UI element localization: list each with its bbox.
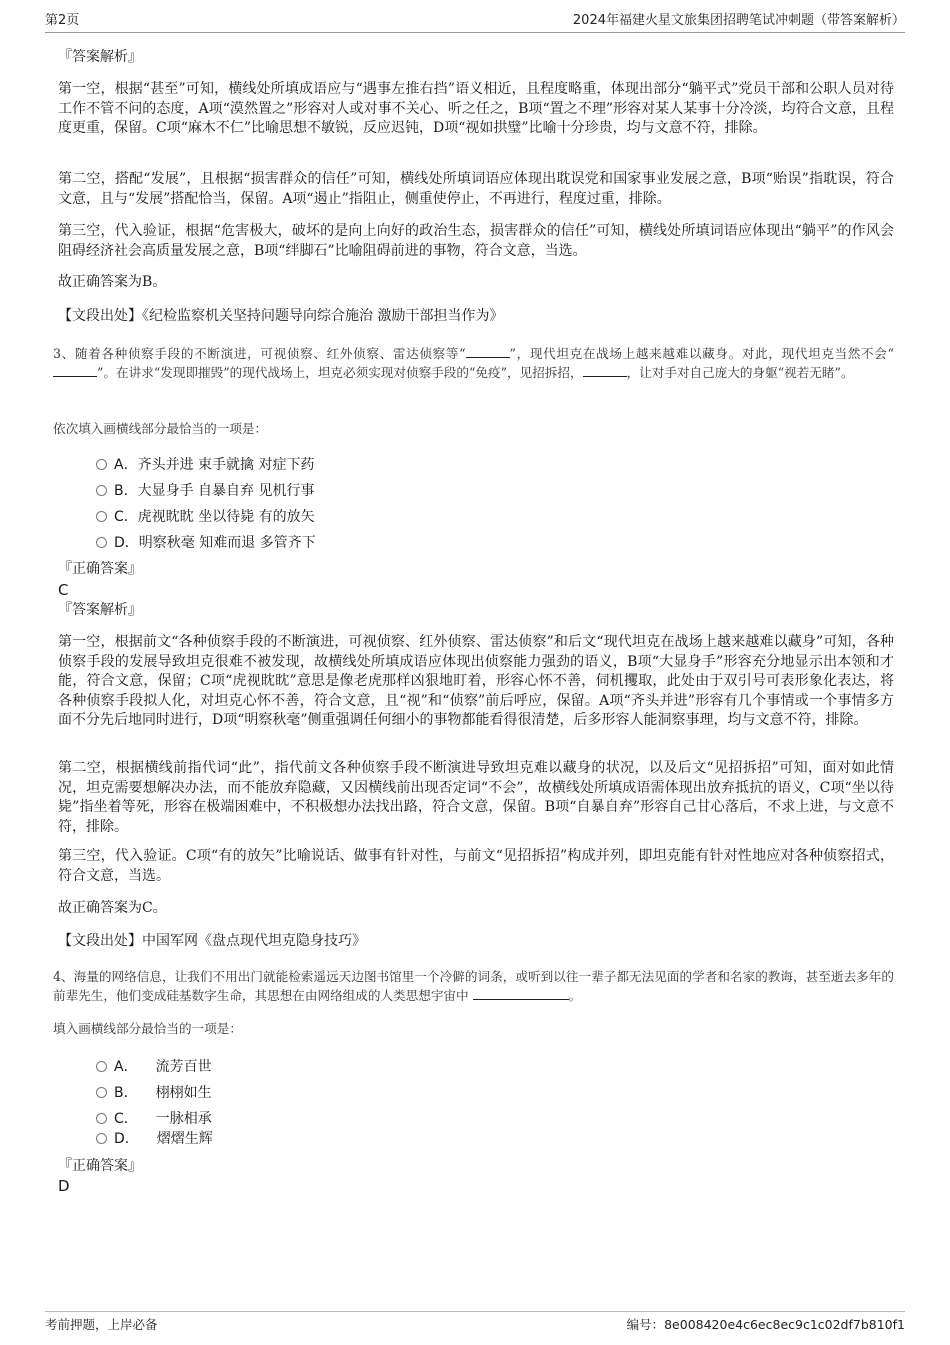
footer-slogan: 考前押题，上岸必备 xyxy=(45,1317,158,1332)
q2-conclusion: 故正确答案为B。 xyxy=(58,274,167,290)
footer-code-value: 8e008420e4c6ec8ec9c1c02df7b810f1 xyxy=(664,1317,905,1332)
radio-icon[interactable] xyxy=(96,1087,107,1098)
q2-analysis-label: 『答案解析』 xyxy=(58,49,142,65)
q4-option-b[interactable]: B． 栩栩如生 xyxy=(96,1083,212,1103)
radio-icon[interactable] xyxy=(96,537,107,548)
page-header xyxy=(45,12,905,33)
radio-icon[interactable] xyxy=(96,1133,107,1144)
q4-stem-text: 4、海量的网络信息，让我们不用出门就能检索遥远天边图书馆里一个冷僻的词条，或听到以往一辈子都无法见面的学者和名家的教诲，甚至逝去多年的前辈先生，他们变成硅基数字生命，其思想在由网络组成的人类思想宇宙中 xyxy=(53,969,894,1003)
q3-correct-label: 『正确答案』 xyxy=(58,561,142,577)
q3-analysis-label: 『答案解析』 xyxy=(58,602,142,618)
q3-blank-2 xyxy=(53,364,97,377)
q3-instruction: 依次填入画横线部分最恰当的一项是： xyxy=(53,421,268,436)
radio-icon[interactable] xyxy=(96,511,107,522)
q4-option-a[interactable]: A． 流芳百世 xyxy=(96,1057,212,1077)
q3-option-b[interactable]: B．大显身手 自暴自弃 见机行事 xyxy=(96,481,315,501)
q4-correct-label: 『正确答案』 xyxy=(58,1158,142,1174)
q2-analysis-para-1: 第一空，根据“甚至”可知，横线处所填成语应与“遇事左推右挡”语义相近，且程度略重，体现出部分“躺平式”党员干部和公职人员对待工作不管不问的态度，A项“漠然置之”形容对人或对事不关心、听之任之，B项“置之不理”形容对某人某事十分冷淡，均符合文意，且程度更重，保留。C项“麻木不仁”比喻思想不敏锐，反应迟钝，D项“视如拱璧”比喻十分珍贵，均与文意不符，排除。 xyxy=(58,81,894,136)
footer-code xyxy=(627,1315,905,1335)
radio-icon[interactable] xyxy=(96,459,107,470)
q3-blank-3 xyxy=(583,364,627,377)
q3-analysis-para-3: 第三空，代入验证。C项“有的放矢”比喻说话、做事有针对性，与前文“见招拆招”构成并列，即坦克能有针对性地应对各种侦察招式，符合文意，当选。 xyxy=(58,848,894,884)
q3-stem xyxy=(53,344,894,382)
q3-stem-part-2: ”，现代坦克在战场上越来越难以藏身。对此，现代坦克当然不会“ xyxy=(509,346,894,361)
q4-option-d[interactable]: D． 熠熠生辉 xyxy=(96,1129,213,1149)
q3-conclusion: 故正确答案为C。 xyxy=(58,900,167,916)
document-title: 2024年福建火星文旅集团招聘笔试冲刺题（带答案解析） xyxy=(572,13,905,28)
q4-instruction: 填入画横线部分最恰当的一项是： xyxy=(53,1021,242,1036)
q3-analysis-para-2: 第二空，根据横线前指代词“此”，指代前文各种侦察手段不断演进导致坦克难以藏身的状况，以及后文“见招拆招”可知，面对如此情况，坦克需要想解决办法，而不能放弃隐藏，又因横线前出现否定词“不会”，故横线处所填成语需体现出放弃抵抗的语义，C项“坐以待毙”指坐着等死，形容在极端困难中，不积极想办法找出路，符合文意，保留。B项“自暴自弃”形容自己甘心落后，不求上进，与文意不符，排除。 xyxy=(58,760,894,835)
q3-stem-part-1: 3、随着各种侦察手段的不断演进，可视侦察、红外侦察、雷达侦察等“ xyxy=(53,346,466,361)
q4-stem-end: 。 xyxy=(568,988,582,1003)
q2-source: 【文段出处】《纪检监察机关坚持问题导向综合施治 激励干部担当作为》 xyxy=(58,308,504,324)
q4-option-c[interactable]: C． 一脉相承 xyxy=(96,1109,212,1129)
q3-option-c[interactable]: C．虎视眈眈 坐以待毙 有的放矢 xyxy=(96,507,315,527)
q4-correct-answer: D xyxy=(58,1177,70,1195)
q3-blank-1 xyxy=(466,345,510,358)
q3-stem-part-4: ，让对手对自己庞大的身躯“视若无睹”。 xyxy=(626,365,854,380)
radio-icon[interactable] xyxy=(96,1061,107,1072)
q4-stem xyxy=(53,967,894,1005)
q3-option-a[interactable]: A．齐头并进 束手就擒 对症下药 xyxy=(96,455,314,475)
page-number: 第2页 xyxy=(45,13,80,28)
q3-analysis-para-1: 第一空，根据前文“各种侦察手段的不断演进，可视侦察、红外侦察、雷达侦察”和后文“现代坦克在战场上越来越难以藏身”可知，各种侦察手段的发展导致坦克很难不被发现，故横线处所填成语应体现出侦察能力强劲的语义，B项“大显身手”形容充分地显示出本领和才能，符合文意，保留；C项“虎视眈眈”意思是像老虎那样凶狠地盯着，形容心怀不善，伺机攫取，此处由于双引号可表形象化表达，将各种侦察手段拟人化，对坦克心怀不善，符合文意，且“视”和“侦察”前后呼应，保留。A项“齐头并进”形容有几个事情或一个事情多方面不分先后地同时进行，D项“明察秋毫”侧重强调任何细小的事物都能看得很清楚，后多形容人能洞察事理，均与文意不符，排除。 xyxy=(58,634,894,728)
q3-source: 【文段出处】中国军网《盘点现代坦克隐身技巧》 xyxy=(58,933,366,949)
radio-icon[interactable] xyxy=(96,485,107,496)
footer-code-label: 编号： xyxy=(626,1317,665,1332)
q3-stem-part-3: ”。在讲求“发现即摧毁”的现代战场上，坦克必须实现对侦察手段的“免疫”，见招拆招， xyxy=(97,365,583,380)
q2-analysis-para-3: 第三空，代入验证，根据“危害极大，破坏的是向上向好的政治生态，损害群众的信任”可知，横线处所填词语应体现出“躺平”的作风会阻碍经济社会高质量发展之意，B项“绊脚石”比喻阻碍前进的事物，符合文意，当选。 xyxy=(58,223,894,259)
radio-icon[interactable] xyxy=(96,1113,107,1124)
page-footer xyxy=(45,1311,905,1336)
q3-option-d[interactable]: D．明察秋毫 知难而退 多管齐下 xyxy=(96,533,316,553)
q3-correct-answer: C xyxy=(58,581,69,599)
q2-analysis-para-2: 第二空，搭配“发展”，且根据“损害群众的信任”可知，横线处所填词语应体现出耽误党和国家事业发展之意，B项“贻误”指耽误，符合文意，且与“发展”搭配恰当，保留。A项“遏止”指阻止，侧重使停止，不再进行，程度过重，排除。 xyxy=(58,171,894,207)
q4-blank xyxy=(473,987,569,1000)
